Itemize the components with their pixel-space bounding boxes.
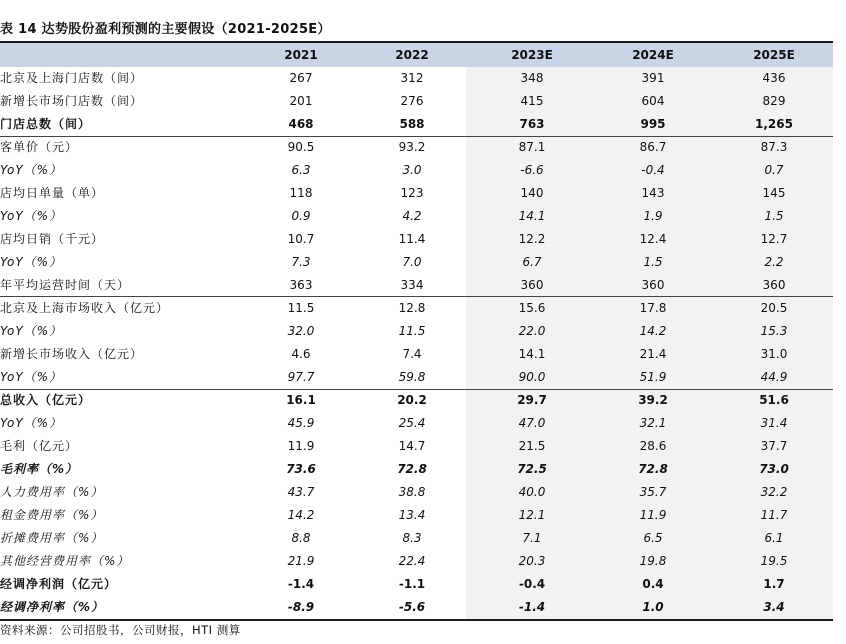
table-cell: 140 <box>520 186 544 200</box>
table-cell: 7.4 <box>402 347 422 361</box>
table-cell: 29.7 <box>517 393 547 407</box>
table-row <box>0 320 833 343</box>
table-row <box>0 389 833 412</box>
row-label: 其他经营费用率（%） <box>0 554 130 568</box>
table-cell: 360 <box>520 278 544 292</box>
table-cell: 604 <box>641 94 665 108</box>
table-cell: 32.2 <box>760 485 788 499</box>
table-cell: -1.4 <box>518 600 546 614</box>
table-cell: 73.6 <box>286 462 316 476</box>
table-cell: 12.1 <box>518 508 546 522</box>
table-cell: 15.6 <box>518 301 546 315</box>
table-cell: 1,265 <box>755 117 793 131</box>
table-cell: 21.4 <box>639 347 667 361</box>
row-label: 人力费用率（%） <box>0 485 104 499</box>
table-cell: 1.9 <box>643 209 663 223</box>
table-cell: 11.7 <box>760 508 788 522</box>
table-row <box>0 481 833 504</box>
table-row <box>0 90 833 113</box>
table-cell: 43.7 <box>287 485 315 499</box>
row-label: YoY（%） <box>0 370 63 384</box>
column-header: 2025E <box>753 48 795 62</box>
table-cell: 73.0 <box>759 462 789 476</box>
table-row <box>0 343 833 366</box>
table-cell: 7.3 <box>291 255 311 269</box>
row-label: 门店总数（间） <box>0 117 92 131</box>
table-row <box>0 435 833 458</box>
table-row <box>0 182 833 205</box>
table-cell: 1.0 <box>642 600 664 614</box>
table-title: 表 14 达势股份盈利预测的主要假设（2021-2025E） <box>0 22 331 37</box>
column-header: 2024E <box>632 48 674 62</box>
table-cell: 6.5 <box>643 531 663 545</box>
table-cell: -6.6 <box>520 163 544 177</box>
table-cell: 1.5 <box>643 255 663 269</box>
table-row <box>0 366 833 389</box>
table-cell: 360 <box>762 278 786 292</box>
table-cell: 10.7 <box>287 232 315 246</box>
table-cell: 415 <box>520 94 544 108</box>
table-cell: 28.6 <box>639 439 667 453</box>
table-cell: 436 <box>762 71 786 85</box>
table-cell: 6.1 <box>764 531 784 545</box>
table-cell: 468 <box>288 117 314 131</box>
table-row <box>0 274 833 297</box>
table-cell: -0.4 <box>518 577 546 591</box>
table-cell: 72.8 <box>638 462 668 476</box>
table-cell: -5.6 <box>398 600 426 614</box>
table-cell: 6.3 <box>291 163 311 177</box>
table-cell: 4.2 <box>402 209 422 223</box>
table-cell: -1.4 <box>287 577 315 591</box>
table-cell: 93.2 <box>398 140 426 154</box>
table-cell: 588 <box>399 117 425 131</box>
table-cell: 21.5 <box>518 439 546 453</box>
row-label: YoY（%） <box>0 324 63 338</box>
table-row <box>0 297 833 320</box>
table-cell: 4.6 <box>291 347 311 361</box>
table-cell: 360 <box>641 278 665 292</box>
table-cell: 334 <box>400 278 424 292</box>
table-cell: 829 <box>762 94 786 108</box>
table-cell: 22.4 <box>398 554 426 568</box>
table-cell: 22.0 <box>518 324 546 338</box>
table-cell: 20.5 <box>760 301 788 315</box>
table-cell: 391 <box>641 71 665 85</box>
table-cell: 11.4 <box>398 232 426 246</box>
table-row <box>0 412 833 435</box>
row-label: 折摊费用率（%） <box>0 531 104 545</box>
table-cell: 12.2 <box>518 232 546 246</box>
table-cell: 32.1 <box>639 416 667 430</box>
table-cell: -1.1 <box>398 577 426 591</box>
table-cell: 90.5 <box>287 140 315 154</box>
table-row <box>0 251 833 274</box>
table-cell: 16.1 <box>286 393 316 407</box>
table-cell: 87.3 <box>760 140 788 154</box>
table-cell: 19.5 <box>760 554 788 568</box>
table-cell: 0.4 <box>642 577 664 591</box>
row-label: 毛利率（%） <box>0 462 79 476</box>
column-header: 2021 <box>284 48 318 62</box>
row-separator <box>0 296 833 297</box>
table-cell: -8.9 <box>287 600 315 614</box>
table-bottom-rule <box>0 619 833 621</box>
table-cell: 1.5 <box>764 209 784 223</box>
table-cell: 143 <box>641 186 665 200</box>
table-cell: 17.8 <box>639 301 667 315</box>
table-row <box>0 113 833 136</box>
row-label: 总收入（亿元） <box>0 393 92 407</box>
table-cell: 11.5 <box>398 324 426 338</box>
row-separator <box>0 389 833 390</box>
row-label: 经调净利润（亿元） <box>0 577 118 591</box>
column-header: 2022 <box>395 48 429 62</box>
table-cell: 12.7 <box>760 232 788 246</box>
table-cell: 38.8 <box>398 485 426 499</box>
table-cell: 312 <box>400 71 424 85</box>
table-cell: 19.8 <box>639 554 667 568</box>
table-cell: 145 <box>762 186 786 200</box>
table-cell: 39.2 <box>638 393 668 407</box>
table-cell: 363 <box>289 278 313 292</box>
table-cell: 15.3 <box>760 324 788 338</box>
table-cell: 0.9 <box>291 209 311 223</box>
table-cell: 3.4 <box>763 600 785 614</box>
table-cell: -0.4 <box>641 163 665 177</box>
table-cell: 72.5 <box>517 462 547 476</box>
table-row <box>0 159 833 182</box>
row-label: 毛利（亿元） <box>0 439 79 453</box>
row-separator <box>0 136 833 137</box>
table-cell: 276 <box>400 94 424 108</box>
source-note: 资料来源：公司招股书，公司财报，HTI 测算 <box>0 623 241 637</box>
row-label: 新增长市场收入（亿元） <box>0 347 144 361</box>
table-row <box>0 573 833 596</box>
table-header <box>0 43 833 67</box>
row-label: 店均日单量（单） <box>0 186 105 200</box>
table-cell: 86.7 <box>639 140 667 154</box>
table-cell: 51.6 <box>759 393 789 407</box>
table-cell: 14.1 <box>518 209 546 223</box>
table-cell: 123 <box>400 186 424 200</box>
table-cell: 14.7 <box>398 439 426 453</box>
row-label: YoY（%） <box>0 209 63 223</box>
table-row <box>0 596 833 619</box>
table-cell: 87.1 <box>518 140 546 154</box>
table-row <box>0 504 833 527</box>
table-cell: 31.4 <box>760 416 788 430</box>
table-cell: 7.0 <box>402 255 422 269</box>
row-label: YoY（%） <box>0 255 63 269</box>
row-label: 店均日销（千元） <box>0 232 105 246</box>
table-row <box>0 228 833 251</box>
table-cell: 20.3 <box>518 554 546 568</box>
table-cell: 40.0 <box>518 485 546 499</box>
table-cell: 348 <box>520 71 544 85</box>
table-cell: 35.7 <box>639 485 667 499</box>
row-label: 新增长市场门店数（间） <box>0 94 144 108</box>
row-label: YoY（%） <box>0 416 63 430</box>
table-cell: 12.4 <box>639 232 667 246</box>
table-cell: 47.0 <box>518 416 546 430</box>
row-label: 客单价（元） <box>0 140 79 154</box>
table-cell: 59.8 <box>398 370 426 384</box>
row-label: 年平均运营时间（天） <box>0 278 131 292</box>
table-cell: 1.7 <box>763 577 785 591</box>
table-cell: 995 <box>640 117 666 131</box>
table-cell: 11.5 <box>287 301 315 315</box>
table-cell: 8.3 <box>402 531 422 545</box>
row-label: 北京及上海市场收入（亿元） <box>0 301 170 315</box>
table-row <box>0 67 833 90</box>
column-header: 2023E <box>511 48 553 62</box>
table-cell: 763 <box>519 117 545 131</box>
row-label: YoY（%） <box>0 163 63 177</box>
table-cell: 45.9 <box>287 416 315 430</box>
table-row <box>0 550 833 573</box>
table-cell: 2.2 <box>764 255 784 269</box>
table-cell: 11.9 <box>287 439 315 453</box>
table-cell: 44.9 <box>760 370 788 384</box>
table-cell: 14.2 <box>639 324 667 338</box>
table-cell: 6.7 <box>522 255 542 269</box>
table-cell: 14.1 <box>518 347 546 361</box>
table-cell: 11.9 <box>639 508 667 522</box>
row-label: 北京及上海门店数（间） <box>0 71 144 85</box>
table-cell: 12.8 <box>398 301 426 315</box>
table-row <box>0 527 833 550</box>
table-cell: 7.1 <box>522 531 542 545</box>
table-cell: 267 <box>289 71 313 85</box>
table-cell: 0.7 <box>764 163 784 177</box>
table-cell: 90.0 <box>518 370 546 384</box>
table-cell: 20.2 <box>397 393 427 407</box>
table-cell: 3.0 <box>402 163 422 177</box>
table-cell: 32.0 <box>287 324 315 338</box>
table-row <box>0 205 833 228</box>
table-cell: 51.9 <box>639 370 667 384</box>
table-cell: 37.7 <box>760 439 788 453</box>
table-cell: 97.7 <box>287 370 315 384</box>
table-cell: 14.2 <box>287 508 315 522</box>
table-cell: 8.8 <box>291 531 311 545</box>
table-cell: 21.9 <box>287 554 315 568</box>
table-cell: 13.4 <box>398 508 426 522</box>
table-row <box>0 136 833 159</box>
row-label: 经调净利率（%） <box>0 600 105 614</box>
table-cell: 201 <box>289 94 313 108</box>
table-cell: 25.4 <box>398 416 426 430</box>
row-label: 租金费用率（%） <box>0 508 104 522</box>
table-cell: 72.8 <box>397 462 427 476</box>
table-row <box>0 458 833 481</box>
table-cell: 31.0 <box>760 347 788 361</box>
table-cell: 118 <box>289 186 313 200</box>
